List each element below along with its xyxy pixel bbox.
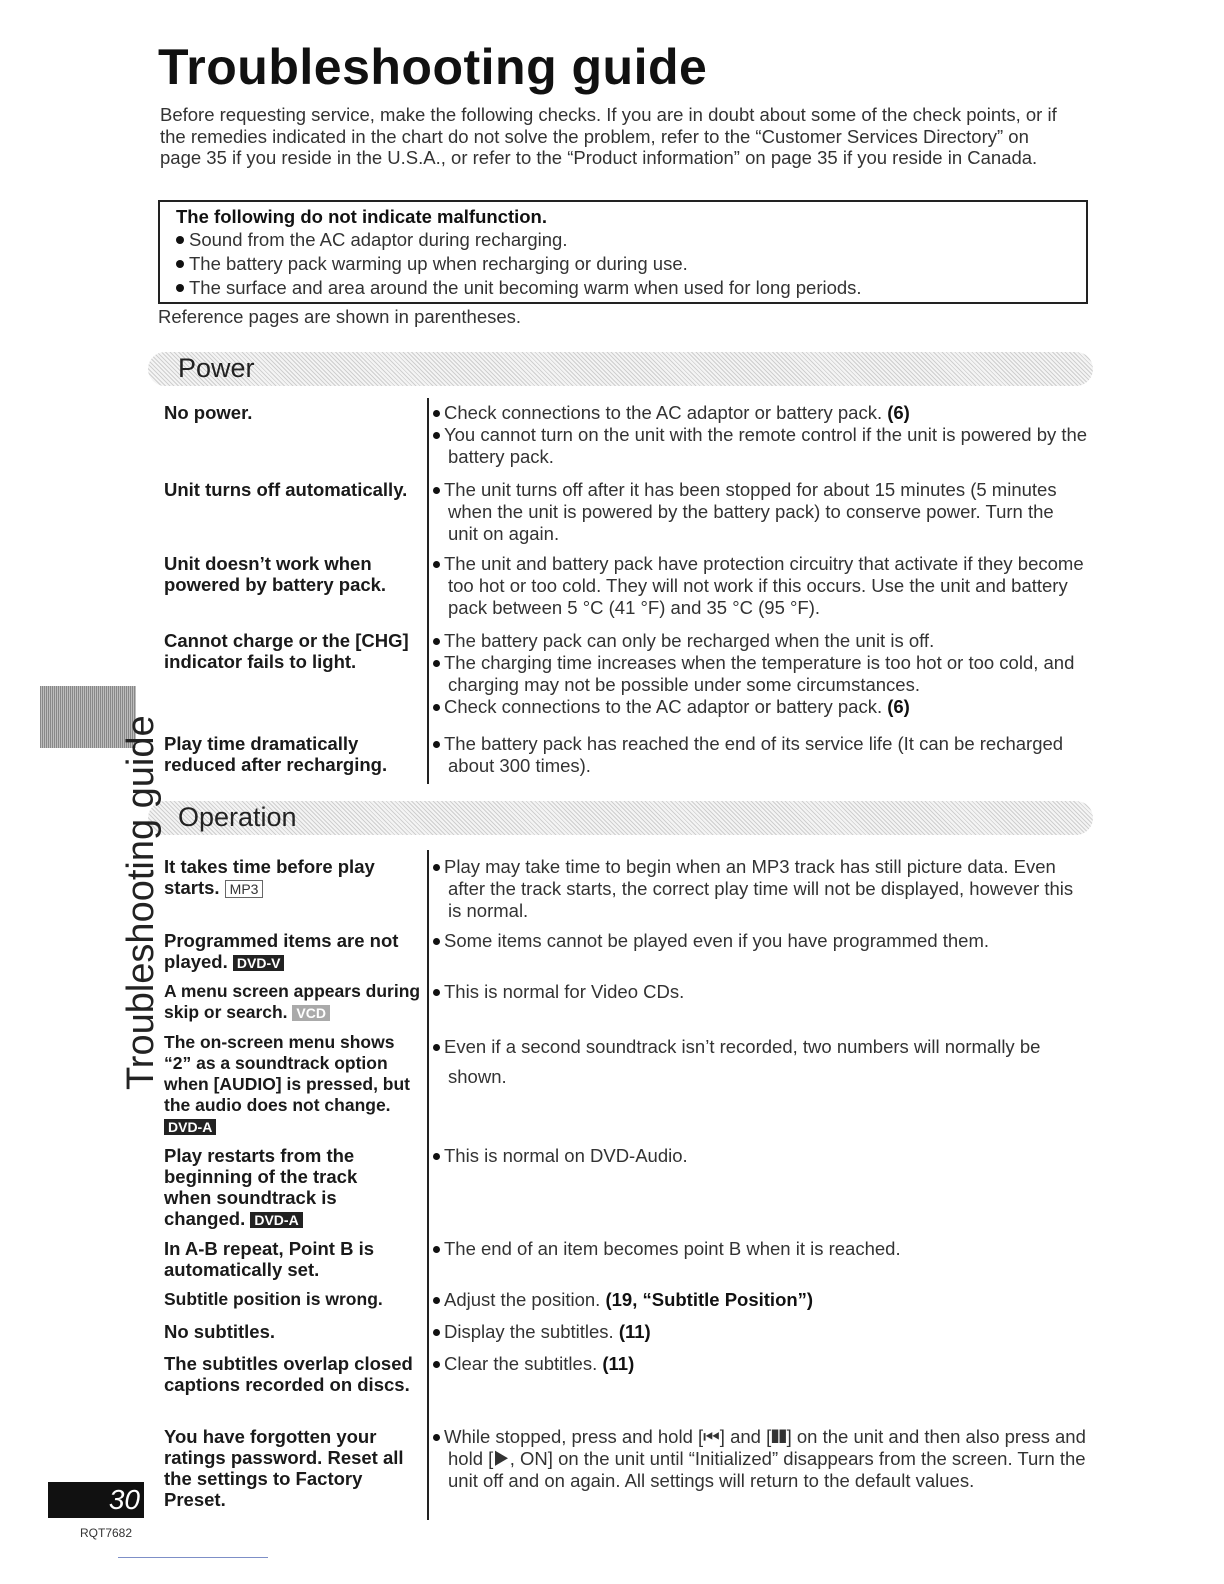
- problem-label: No subtitles.: [164, 1321, 276, 1342]
- notice-box: [158, 200, 1088, 304]
- notice-heading: The following do not indicate malfunction.: [176, 206, 548, 227]
- bullet-icon: [433, 864, 440, 871]
- solution-text: Play may take time to begin when an MP3 track has still picture data. Even after the track starts, the correct play time will not be displayed, however this is normal.: [433, 856, 1088, 922]
- bullet-icon: [433, 660, 440, 667]
- problem-label: The on-screen menu shows “2” as a soundtrack option when [AUDIO] is pressed, but the audio does not change. DVD-A: [164, 1032, 410, 1135]
- model-code: RQT7682: [80, 1526, 133, 1540]
- problem-label: Cannot charge or the [CHG] indicator fails to light.: [164, 630, 409, 672]
- bullet-icon: [176, 284, 184, 292]
- solution-text: This is normal on DVD-Audio.: [433, 1145, 1088, 1167]
- page-number: 30: [48, 1482, 144, 1518]
- section-banner-power: Power: [148, 352, 1093, 386]
- problem-label: Unit doesn’t work when powered by battery pack.: [164, 553, 387, 595]
- solution-text: Display the subtitles. (11): [433, 1321, 1088, 1343]
- problem-label: Subtitle position is wrong.: [164, 1289, 383, 1309]
- solution-text: Some items cannot be played even if you have programmed them.: [433, 930, 1088, 952]
- solution-text: This is normal for Video CDs.: [433, 981, 1088, 1003]
- bullet-icon: [433, 487, 440, 494]
- column-divider: [427, 850, 429, 1520]
- footer-rule: [118, 1557, 268, 1558]
- solution-text: The battery pack has reached the end of its service life (It can be recharged about 300 times).: [433, 733, 1088, 777]
- problem-label: It takes time before play starts. MP3: [164, 856, 375, 898]
- solution-text: The end of an item becomes point B when it is reached.: [433, 1238, 1088, 1260]
- bullet-icon: [433, 1153, 440, 1160]
- solution-text: The unit turns off after it has been stopped for about 15 minutes (5 minutes when the unit is powered by the battery pack) to conserve power. Turn the unit on again.: [433, 479, 1088, 545]
- bullet-icon: [433, 432, 440, 439]
- intro-paragraph: Before requesting service, make the following checks. If you are in doubt about some of the check points, or if the remedies indicated in the chart do not solve the problem, refer to the “Customer Services Directory” on page 35 if you reside in the U.S.A., or refer to the “Product information” on page 35 if you reside in Canada.: [160, 104, 1057, 168]
- notice-item: The surface and area around the unit becoming warm when used for long periods.: [176, 276, 1070, 300]
- bullet-icon: [176, 236, 184, 244]
- dvd-v-badge: DVD-V: [233, 955, 285, 971]
- problem-label: You have forgotten your ratings password. Reset all the settings to Factory Preset.: [164, 1426, 404, 1510]
- bullet-icon: [433, 704, 440, 711]
- bullet-icon: [433, 1044, 440, 1051]
- bullet-icon: [433, 1434, 440, 1441]
- section-banner-operation: Operation: [148, 801, 1093, 835]
- mp3-badge: MP3: [225, 880, 264, 898]
- notice-item: Sound from the AC adaptor during recharging.: [176, 228, 1070, 252]
- problem-label: Unit turns off automatically.: [164, 479, 408, 500]
- solution-text: The unit and battery pack have protection circuitry that activate if they become too hot or too cold. They will not work if this occurs. Use the unit and battery pack between 5 °C (41 °F) and 35 °C (95 °F).: [433, 553, 1088, 619]
- column-divider: [427, 398, 429, 784]
- solution-text: Adjust the position. (19, “Subtitle Position”): [433, 1289, 1088, 1311]
- bullet-icon: [176, 260, 184, 268]
- bullet-icon: [433, 410, 440, 417]
- dvd-a-badge: DVD-A: [164, 1119, 216, 1135]
- solution-text: Even if a second soundtrack isn’t recorded, two numbers will normally be shown.: [433, 1032, 1088, 1092]
- notice-item: The battery pack warming up when recharging or during use.: [176, 252, 1070, 276]
- problem-label: Play time dramatically reduced after recharging.: [164, 733, 388, 775]
- bullet-icon: [433, 638, 440, 645]
- bullet-icon: [433, 1361, 440, 1368]
- solution-text: Check connections to the AC adaptor or battery pack. (6) You cannot turn on the unit with the remote control if the unit is powered by the battery pack.: [433, 402, 1088, 468]
- problem-label: Play restarts from the beginning of the track when soundtrack is changed. DVD-A: [164, 1145, 358, 1229]
- problem-label: The subtitles overlap closed captions recorded on discs.: [164, 1353, 413, 1395]
- side-section-label: Troubleshooting guide: [120, 715, 162, 1090]
- bullet-icon: [433, 1297, 440, 1304]
- vcd-badge: VCD: [292, 1005, 330, 1021]
- bullet-icon: [433, 938, 440, 945]
- problem-label: Programmed items are not played. DVD-V: [164, 930, 399, 972]
- solution-text: While stopped, press and hold [⏮] and [❚❚] on the unit and then also press and hold [▶, ON] on the unit until “Initialized” disappears from the screen. Turn the unit off and on again. All settings will return to the default values.: [433, 1426, 1088, 1492]
- page-title: Troubleshooting guide: [158, 39, 708, 95]
- bullet-icon: [433, 1246, 440, 1253]
- problem-label: A menu screen appears during skip or search. VCD: [164, 981, 421, 1022]
- problem-label: In A-B repeat, Point B is automatically set.: [164, 1238, 375, 1280]
- solution-text: Clear the subtitles. (11): [433, 1353, 1088, 1375]
- bullet-icon: [433, 741, 440, 748]
- reference-note: Reference pages are shown in parentheses.: [158, 306, 522, 327]
- problem-label: No power.: [164, 402, 253, 423]
- bullet-icon: [433, 561, 440, 568]
- bullet-icon: [433, 989, 440, 996]
- bullet-icon: [433, 1329, 440, 1336]
- dvd-a-badge: DVD-A: [250, 1212, 302, 1228]
- solution-text: The battery pack can only be recharged when the unit is off. The charging time increases when the temperature is too hot or too cold, and charging may not be possible under some circumstances. Check connections to the AC adaptor or battery pack. (6): [433, 630, 1088, 718]
